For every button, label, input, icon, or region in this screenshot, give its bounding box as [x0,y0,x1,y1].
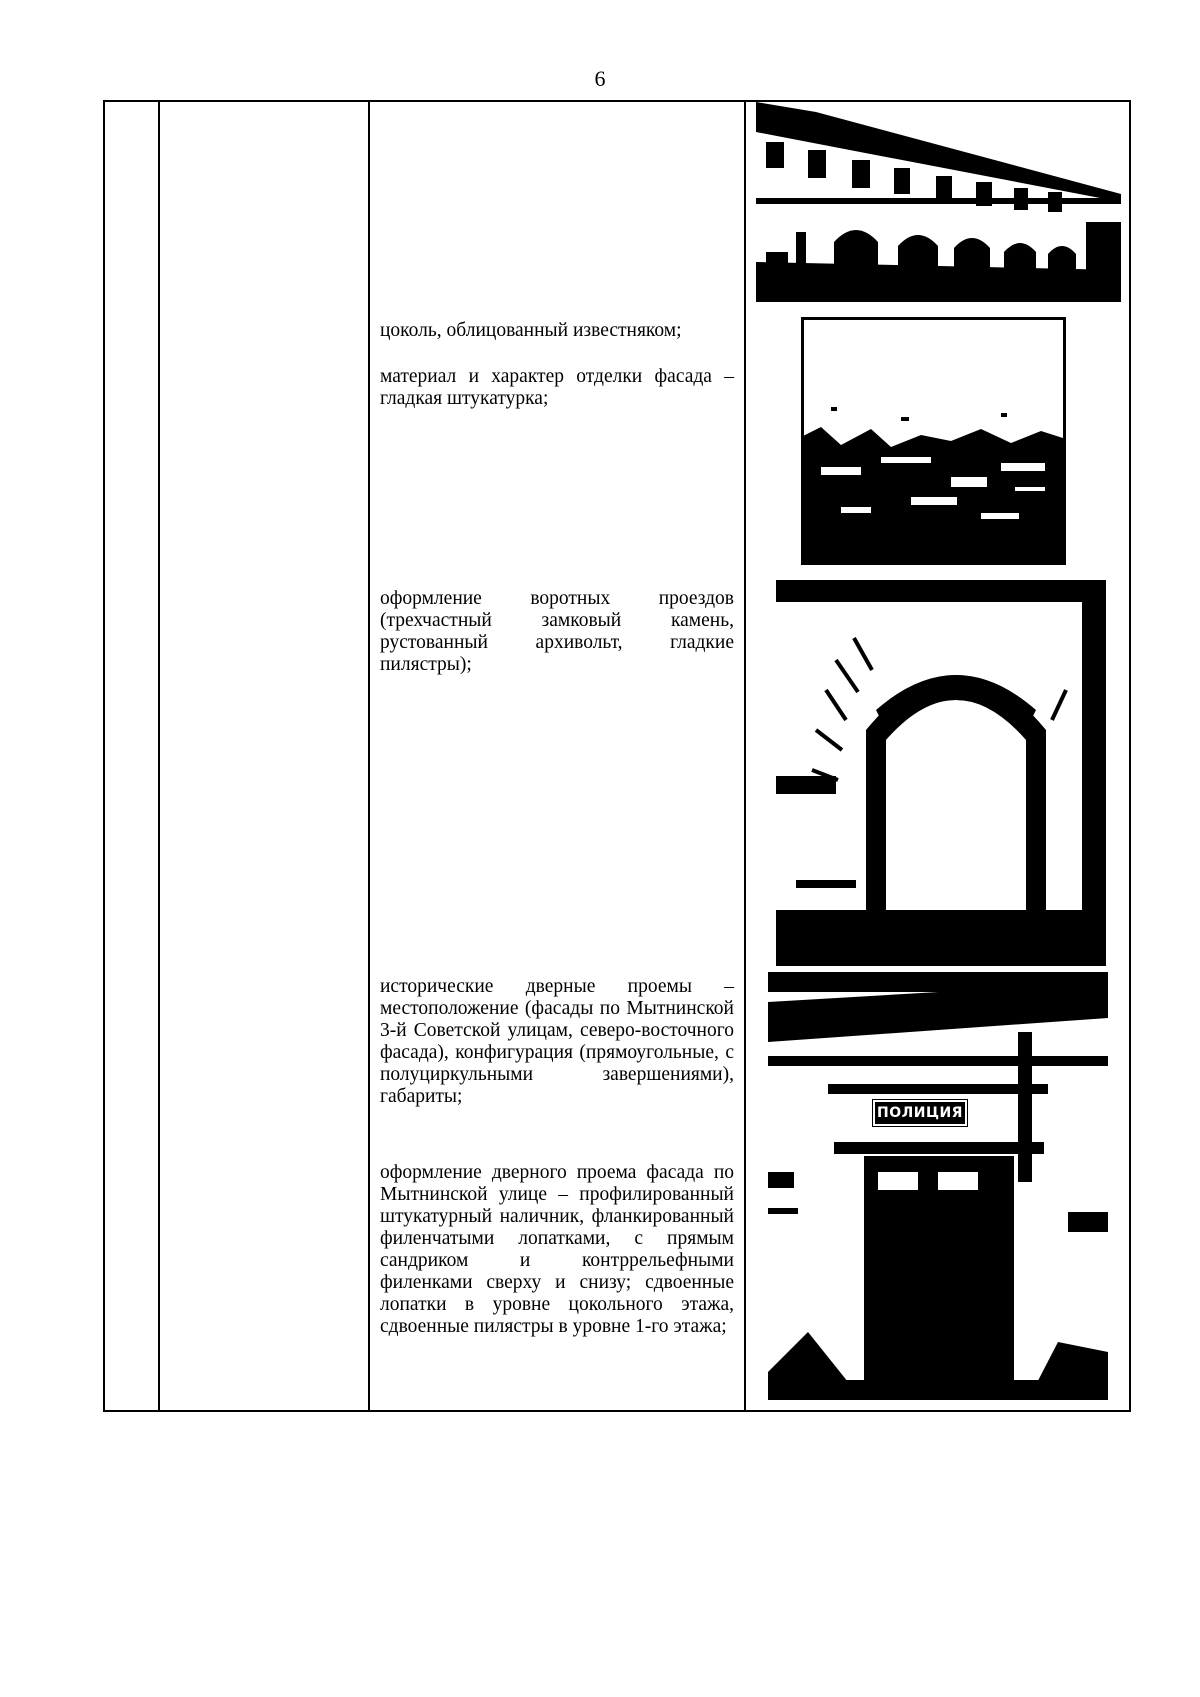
paragraph-door-openings: исторические дверные проемы – местоположение (фасады по Мытнинской 3-й Советской улицам, северо-восточного фасада), конфигурация (прямоугольные, с полуциркульными завершениями), габариты; [380,976,734,1107]
table-row [104,101,1130,1411]
row-number-cell [104,101,159,1411]
subject-of-protection-cell [369,101,745,1411]
page-number: 6 [594,66,606,91]
police-doorway-photo [768,972,1108,1400]
photo-cell [745,101,1130,1411]
paragraph-gateways: оформление воротных проездов (трехчастный замковый камень, рустованный архивольт, гладкие пилястры); [380,588,734,675]
police-sign: ПОЛИЦИЯ [873,1100,967,1126]
object-name-cell [159,101,369,1411]
paragraph-door-decoration: оформление дверного проема фасада по Мытнинской улице – профилированный штукатурный наличник, фланкированный филенчатыми лопатками, с прямым сандриком и контррельефными филенками сверху и снизу; сдвоенные лопатки в уровне цокольного этажа, сдвоенные пилястры в уровне 1-го этажа; [380,1162,734,1337]
gate-arch-photo [776,580,1106,966]
building-facade-photo [756,102,1121,302]
paragraph-facade-finish: материал и характер отделки фасада – гладкая штукатурка; [380,366,734,409]
limestone-plinth-photo [801,317,1066,565]
paragraph-plinth: цоколь, облицованный известняком; [380,320,682,341]
object-table [103,100,1131,1412]
